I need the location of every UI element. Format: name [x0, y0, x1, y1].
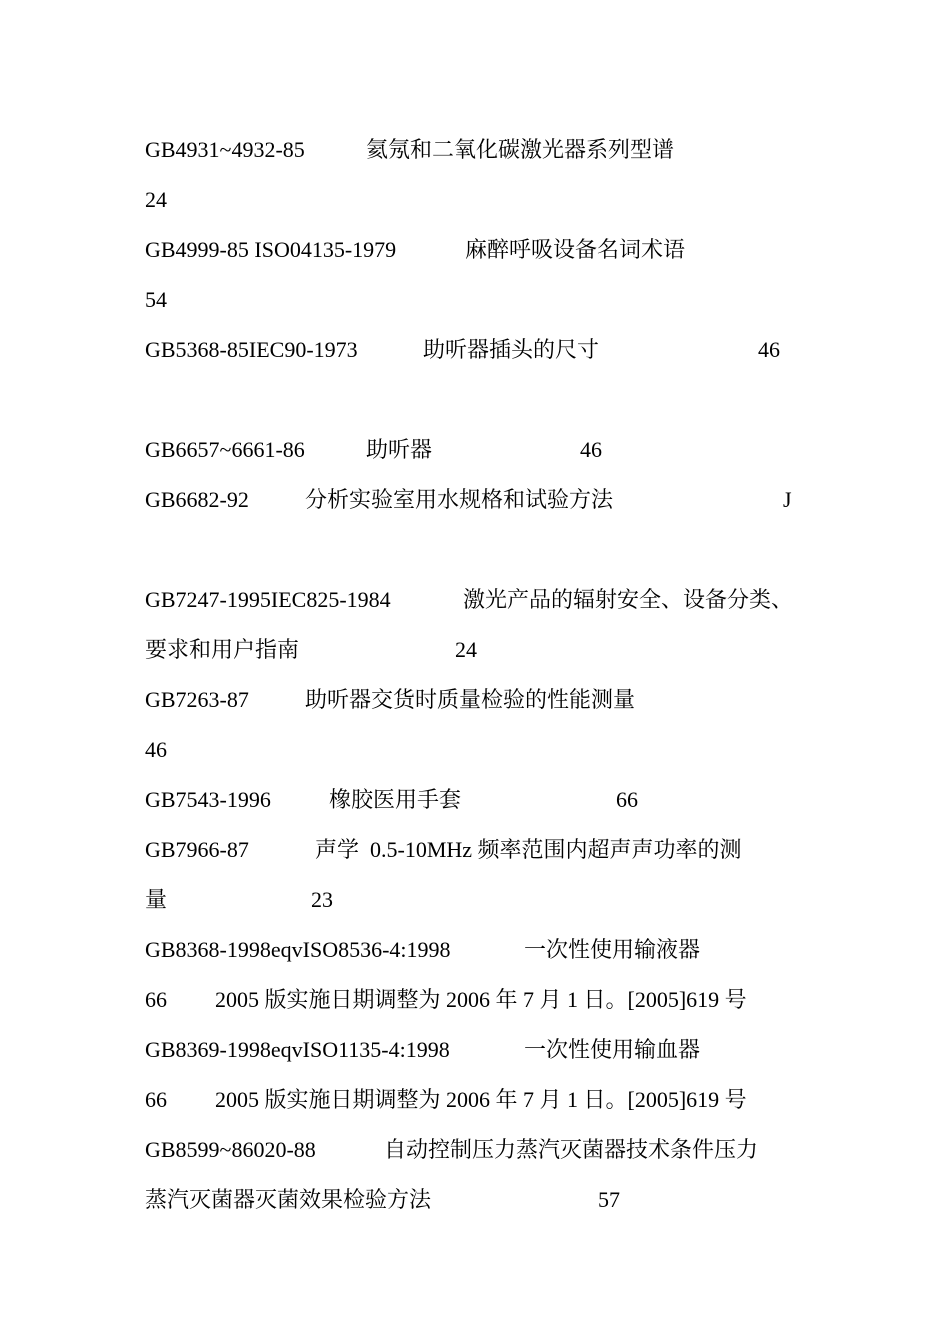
page-number: 46 — [580, 437, 602, 462]
standard-title: 助听器插头的尺寸 — [423, 337, 600, 362]
standard-code: GB8599~86020-88 — [145, 1137, 316, 1162]
entry-line — [145, 180, 167, 220]
entry-line — [145, 130, 675, 170]
standard-title: 激光产品的辐射安全、设备分类、 — [463, 587, 794, 612]
page-number: 66 — [145, 1087, 167, 1112]
entry-line — [145, 680, 636, 720]
entry-line — [145, 980, 747, 1020]
standard-code: GB7263-87 — [145, 687, 249, 712]
page-number: 66 — [616, 787, 638, 812]
page-number: 57 — [598, 1187, 620, 1212]
standard-code: GB5368-85IEC90-1973 — [145, 337, 358, 362]
standard-code: GB6682-92 — [145, 487, 249, 512]
standard-title: 助听器交货时质量检验的性能测量 — [305, 687, 636, 712]
standard-code: GB8369-1998eqvISO1135-4:1998 — [145, 1037, 450, 1062]
entry-line — [145, 930, 701, 970]
page-number: 46 — [758, 337, 780, 362]
page-number: 66 — [145, 987, 167, 1012]
entry-line — [145, 580, 794, 620]
standard-title: 要求和用户指南 — [145, 637, 300, 662]
entry-line — [145, 230, 686, 270]
standard-code: GB6657~6661-86 — [145, 437, 305, 462]
standard-code: GB4931~4932-85 — [145, 137, 305, 162]
standard-title: 声学 0.5-10MHz 频率范围内超声声功率的测 — [315, 837, 742, 862]
standard-title: 量 — [145, 887, 168, 912]
page-number: 24 — [145, 187, 167, 212]
standard-code: GB8368-1998eqvISO8536-4:1998 — [145, 937, 451, 962]
entry-line — [145, 280, 167, 320]
entry-line — [145, 880, 333, 920]
standard-title: 氦氖和二氧化碳激光器系列型谱 — [366, 137, 675, 162]
entry-line — [145, 1030, 701, 1070]
entry-line — [145, 430, 602, 470]
entry-line — [145, 1080, 747, 1120]
note-text: 2005 版实施日期调整为 2006 年 7 月 1 日。[2005]619 号 — [215, 1087, 747, 1112]
page-number: J — [783, 487, 792, 512]
entry-line — [145, 1130, 759, 1170]
entry-line — [145, 830, 742, 870]
standard-title: 橡胶医用手套 — [329, 787, 462, 812]
standard-title: 蒸汽灭菌器灭菌效果检验方法 — [145, 1187, 432, 1212]
page-number: 24 — [455, 637, 477, 662]
standard-title: 一次性使用输血器 — [524, 1037, 701, 1062]
note-text: 2005 版实施日期调整为 2006 年 7 月 1 日。[2005]619 号 — [215, 987, 747, 1012]
standard-code: GB7966-87 — [145, 837, 249, 862]
standard-code: GB7543-1996 — [145, 787, 271, 812]
entry-line — [145, 1180, 620, 1220]
standard-title: 助听器 — [366, 437, 433, 462]
standard-title: 自动控制压力蒸汽灭菌器技术条件压力 — [384, 1137, 759, 1162]
page-number: 46 — [145, 737, 167, 762]
standard-code: GB4999-85 ISO04135-1979 — [145, 237, 397, 262]
standard-title: 一次性使用输液器 — [524, 937, 701, 962]
standard-title: 分析实验室用水规格和试验方法 — [305, 487, 614, 512]
page-number: 23 — [311, 887, 333, 912]
entry-line — [145, 330, 780, 370]
entry-line — [145, 480, 792, 520]
entry-line — [145, 730, 167, 770]
page-number: 54 — [145, 287, 167, 312]
standard-code: GB7247-1995IEC825-1984 — [145, 587, 391, 612]
entry-line — [145, 630, 477, 670]
entry-line — [145, 780, 638, 820]
standard-title: 麻醉呼吸设备名词术语 — [465, 237, 686, 262]
